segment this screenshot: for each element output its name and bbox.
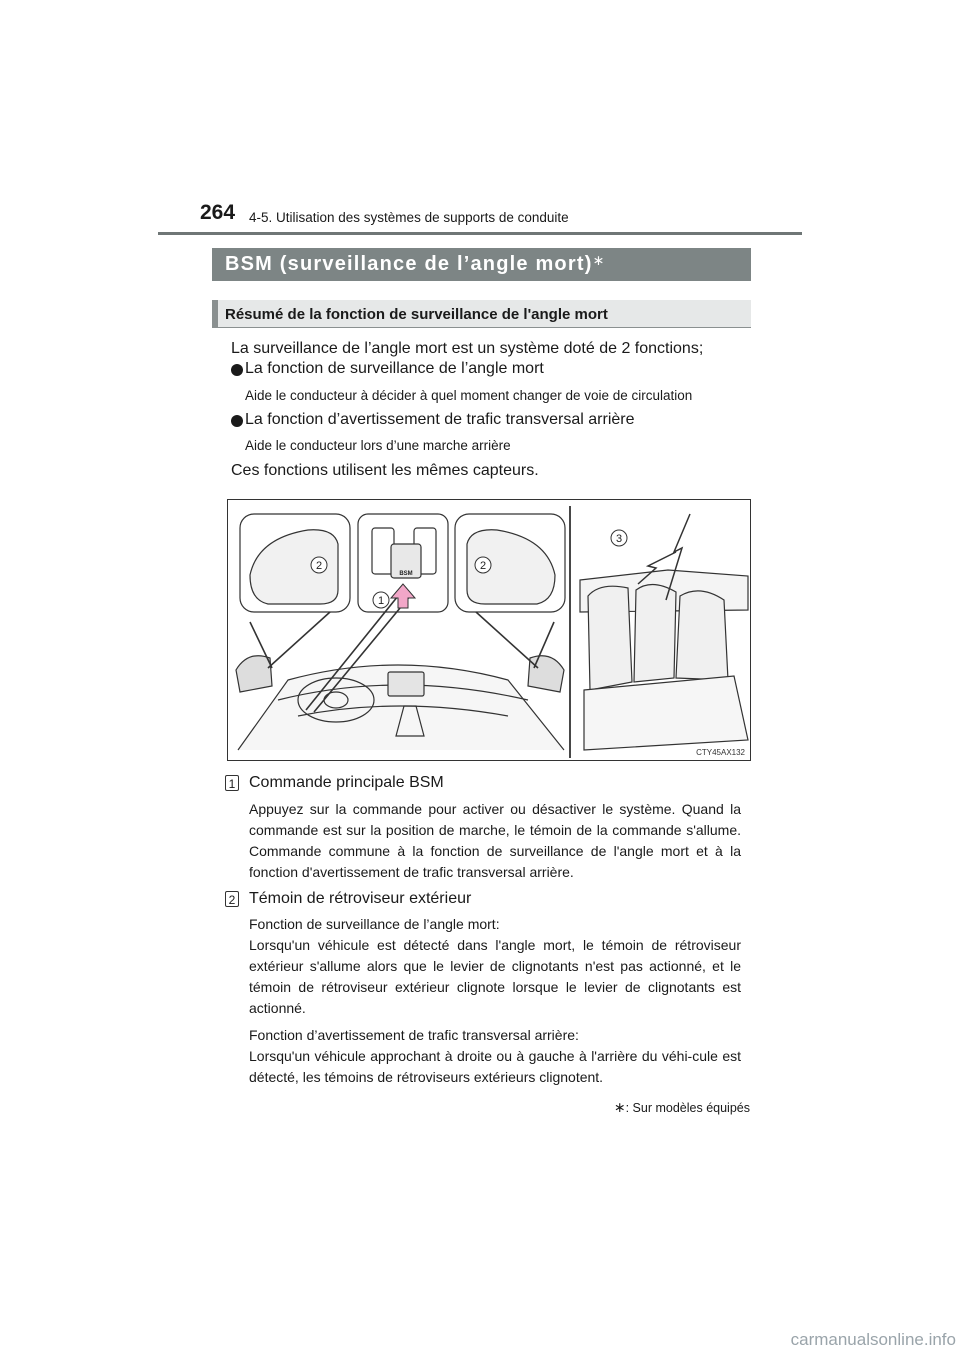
callout-label: 3 bbox=[615, 533, 623, 545]
bullet-icon bbox=[231, 415, 243, 427]
sensors-note: Ces fonctions utilisent les mêmes capteurs. bbox=[231, 462, 539, 479]
asterisk-marker: ∗ bbox=[592, 252, 606, 268]
bullet-icon bbox=[231, 364, 243, 376]
callout-label: 2 bbox=[479, 560, 487, 572]
page-title-text: BSM (surveillance de l’angle mort) bbox=[225, 253, 593, 275]
switch-label: BSM bbox=[399, 571, 413, 577]
press-arrow-icon bbox=[391, 584, 415, 608]
item-number: 2 bbox=[225, 891, 239, 907]
footnote bbox=[614, 1099, 750, 1116]
figure-code: CTY45AX132 bbox=[696, 748, 745, 757]
rear-seat-center bbox=[634, 584, 676, 682]
rear-seat-cushion bbox=[584, 676, 748, 750]
item-title: Commande principale BSM bbox=[249, 774, 444, 791]
left-door-mirror bbox=[236, 656, 272, 692]
page-number: 264 bbox=[200, 201, 236, 224]
footnote-star: ∗ bbox=[613, 1099, 626, 1115]
item-description: Lorsqu'un véhicule approchant à droite ou à gauche à l'arrière du véhi-cule est détecté, les témoins de rétroviseurs extérieurs clignotent. bbox=[249, 1048, 741, 1085]
page-title bbox=[212, 248, 751, 281]
bullet-label: La fonction de surveillance de l’angle mort bbox=[245, 360, 544, 377]
item-title: Témoin de rétroviseur extérieur bbox=[249, 890, 472, 907]
rear-seat-left bbox=[588, 586, 632, 690]
bullet-label: La fonction d’avertissement de trafic transversal arrière bbox=[245, 411, 635, 428]
item-description: Fonction de surveillance de l’angle mort: bbox=[249, 916, 500, 932]
footnote-text: : Sur modèles équipés bbox=[625, 1101, 750, 1115]
callout-label: 1 bbox=[377, 595, 385, 607]
section-header: 4-5. Utilisation des systèmes de supports de conduite bbox=[249, 210, 569, 225]
header-rule bbox=[158, 232, 802, 235]
illustration bbox=[227, 499, 751, 761]
callout-label: 2 bbox=[315, 560, 323, 572]
bullet-description: Aide le conducteur à décider à quel moment changer de voie de circulation bbox=[245, 388, 693, 403]
item-description: Lorsqu'un véhicule est détecté dans l'angle mort, le témoin de rétroviseur extérieur s'allume alors que le levier de clignotants n'est pas actionné, et le témoin de rétroviseur extérieur clignote lorsque le levier de clignotants est actionné. bbox=[249, 937, 741, 1016]
section-subtitle: Résumé de la fonction de surveillance de l'angle mort bbox=[212, 300, 751, 328]
intro-text: La surveillance de l’angle mort est un système doté de 2 fonctions; bbox=[231, 340, 704, 357]
watermark: carmanualsonline.info bbox=[790, 1330, 956, 1349]
item-number: 1 bbox=[225, 775, 239, 791]
center-screen bbox=[388, 672, 424, 696]
item-description: Appuyez sur la commande pour activer ou désactiver le système. Quand la commande est sur la position de marche, le témoin de la commande s'allume. Commande commune à la fonction de surveillance de l'angle mort et à la fonction d'avertissement de trafic transversal arrière. bbox=[249, 801, 741, 880]
rear-seat-right bbox=[676, 591, 728, 680]
bsm-illustration bbox=[228, 500, 750, 760]
bullet-description: Aide le conducteur lors d’une marche arrière bbox=[245, 438, 511, 453]
right-door-mirror bbox=[528, 656, 564, 692]
item-description: Fonction d’avertissement de trafic transversal arrière: bbox=[249, 1027, 579, 1043]
